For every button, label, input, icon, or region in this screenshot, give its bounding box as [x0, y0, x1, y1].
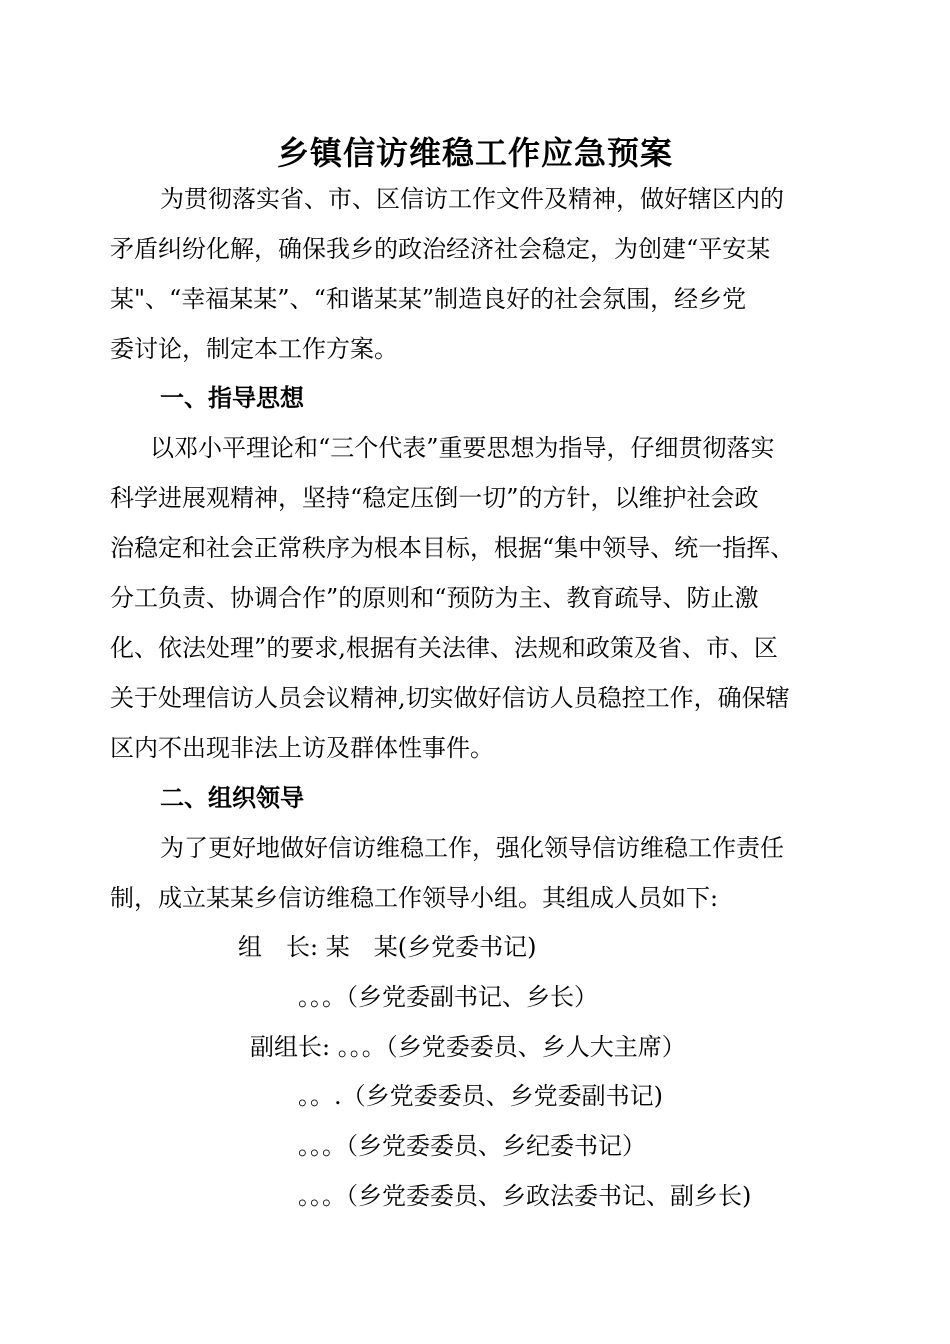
section-heading: 二、组织领导 — [160, 784, 304, 812]
paragraph-line: 化、依法处理”的要求,根据有关法律、法规和政策及省、市、区 — [110, 634, 778, 662]
paragraph-line: 科学进展观精神，坚持“稳定压倒一切”的方针，以维护社会政 — [110, 484, 759, 512]
intro-line: 某"、“幸福某某”、“和谐某某”制造良好的社会氛围，经乡党 — [110, 285, 747, 313]
intro-line: 为贯彻落实省、市、区信访工作文件及精神，做好辖区内的 — [160, 185, 784, 213]
intro-line: 委讨论，制定本工作方案。 — [110, 335, 398, 363]
member-line: 副组长: 。。。（乡党委委员、乡人大主席） — [250, 1033, 686, 1061]
member-line: 。。。（乡党委委员、乡纪委书记） — [298, 1132, 646, 1160]
document-title: 乡镇信访维稳工作应急预案 — [276, 134, 673, 172]
paragraph-line: 制，成立某某乡信访维稳工作领导小组。其组成人员如下: — [110, 884, 719, 912]
paragraph-line: 为了更好地做好信访维稳工作，强化领导信访维稳工作责任 — [160, 834, 784, 862]
member-line: 。。。（乡党委副书记、乡长） — [298, 983, 598, 1011]
paragraph-line: 治稳定和社会正常秩序为根本目标，根据“集中领导、统一指挥、 — [110, 534, 795, 562]
paragraph-line: 关于处理信访人员会议精神,切实做好信访人员稳控工作，确保辖 — [110, 684, 790, 712]
member-line: 。。。（乡党委委员、乡政法委书记、副乡长) — [298, 1182, 752, 1210]
paragraph-line: 以邓小平理论和“三个代表”重要思想为指导，仔细贯彻落实 — [150, 434, 775, 462]
section-heading: 一、指导思想 — [160, 384, 304, 412]
member-line: 。。.（乡党委委员、乡党委副书记) — [298, 1082, 663, 1110]
paragraph-line: 分工负责、协调合作”的原则和“预防为主、教育疏导、防止激 — [110, 584, 759, 612]
intro-line: 矛盾纠纷化解，确保我乡的政治经济社会稳定，为创建“平安某 — [110, 235, 771, 263]
member-line: 组 长: 某 某(乡党委书记) — [238, 933, 537, 961]
paragraph-line: 区内不出现非法上访及群体性事件。 — [110, 734, 494, 762]
